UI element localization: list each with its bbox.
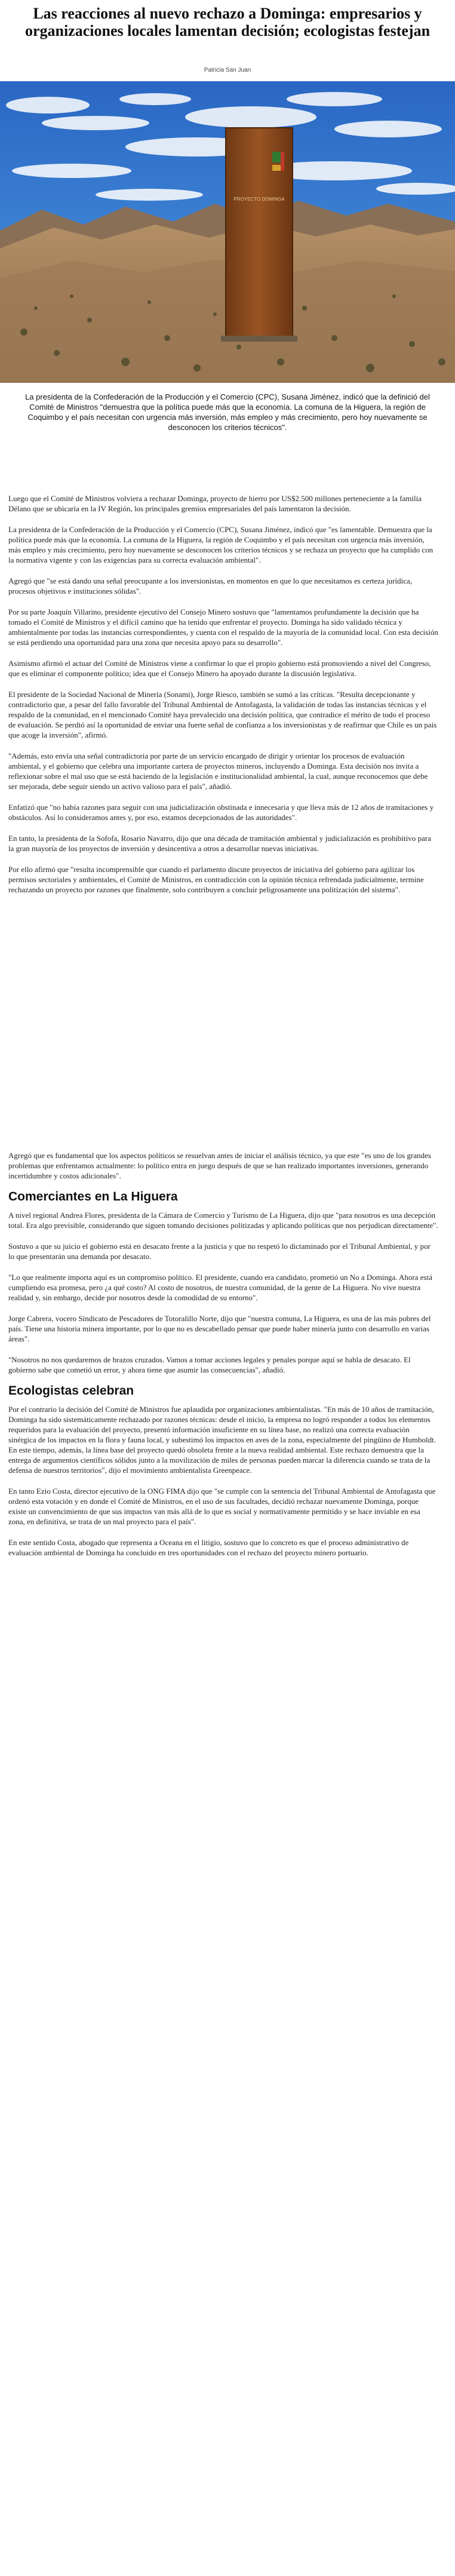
- paragraph: El presidente de la Sociedad Nacional de Minería (Sonami), Jorge Riesco, también se sumó a las críticas. "Resulta decepcionante y contradictorio que, a pesar del fallo favorable del Tribunal Ambiental de Antofagasta, la validación de todas las instancias técnicas y el respaldo de la comunidad, en el mencionado Comité haya prevalecido una decisión política, que contradice el mérito de todo el proceso de evaluación. Se perdió así la oportunidad de enviar una fuerte señal de confianza a los inversionistas y de reafirmar que Chile es un país que acoge la inversión", afirmó.: [8, 690, 437, 739]
- section-heading-la-higuera: Comerciantes en La Higuera: [8, 1190, 178, 1203]
- article-photo: [0, 81, 455, 383]
- dominga-sign-plaque: [221, 128, 297, 342]
- paragraph: Sostuvo a que su juicio el gobierno está en desacato frente a la justicia y que no respetó lo dictaminado por el Tribunal Ambiental, y por lo que presentarán una demanda por desacato.: [8, 1242, 431, 1261]
- paragraph: En tanto Ezio Costa, director ejecutivo de la ONG FIMA dijo que "se cumple con la sentencia del Tribunal Ambiental de Antofagasta que ordenó esta votación y en donde el Comité de Ministros, en el uso de sus facultades, decidió rechazar nuevamente Dominga, porque existe un convencimiento de que sus impactos van más allá de lo que es social y normativamente permitido y se hace inviable en esa zona, en definitiva, se trata de un mal proyecto para el país".: [8, 1487, 436, 1526]
- paragraph: En tanto, la presidenta de la Sofofa, Rosario Navarro, dijo que una década de tramitación ambiental y judicialización es prohibitivo para la gran mayoría de los proyectos de inversión y desincentiva a otros a desarrollar nuevas iniciativas.: [8, 834, 431, 853]
- paragraph: "Lo que realmente importa aquí es un compromiso político. El presidente, cuando era candidato, prometió un No a Dominga. Ahora está cumpliendo esa promesa, pero ¿a qué costo? Al costo de nosotros, de nuestra comunidad, de la gente de La Higuera. No vive nuestra realidad y, sin embargo, decide por nosotros desde la comodidad de su entorno".: [8, 1273, 432, 1302]
- article-author: Patricia San Juan: [204, 67, 251, 73]
- paragraph: Por su parte Joaquín Villarino, presidente ejecutivo del Consejo Minero sostuvo que "lamentamos profundamente la decisión que ha tomado el Comité de Ministros y el difícil camino que ha tenido que enfrentar el proyecto. Dominga ha sido validado técnica y ambientalmente por todas las instancias correspondientes, y cuenta con el respaldo de la mayoría de la comunidad local. Con esta decisión se está perdiendo una oportunidad para una zona que necesita apoyo para su desarrollo".: [8, 607, 438, 647]
- embed-blank-space: [8, 905, 438, 1150]
- article-title: Las reacciones al nuevo rechazo a Dominga: empresarios y organizaciones locales lamentan decisión; ecologistas festejan: [24, 5, 431, 39]
- section-heading-ecologistas: Ecologistas celebran: [8, 1384, 134, 1398]
- paragraph: En este sentido Costa, abogado que representa a Oceana en el litigio, sostuvo que lo concreto es que el proceso administrativo de evaluación ambiental de Dominga ha concluido en tres oportunidades con el rechazo del proyecto minero portuario.: [8, 1538, 409, 1557]
- paragraph: Por ello afirmó que "resulta incomprensible que cuando el parlamento discute proyectos de iniciativa del gobierno para agilizar los permisos sectoriales y ambientales, el Comité de Ministros, en contradicción con la opinión técnica refrendada judicialmente, termine rechazando un proyecto por razones que finalmente, solo contribuyen a concluir peligrosamente una politización del sistema".: [8, 865, 424, 894]
- article-body: [8, 493, 438, 1568]
- desert-landscape-image: [0, 81, 455, 383]
- paragraph: La presidenta de la Confederación de la Producción y el Comercio (CPC), Susana Jiménez, indicó que "es lamentable. Demuestra que la política puede más que la economía. La comuna de la Higuera, la región de Coquimbo y el país necesitan con urgencia más inversión, más empleo y más crecimiento, pero hoy nuevamente se desconocen los criterios técnicos y se rechaza un proyecto que ha cumplido con la normativa vigente y con las exigencias para su correcta evaluación ambiental".: [8, 525, 434, 564]
- paragraph: Asimismo afirmó el actuar del Comité de Ministros viene a confirmar lo que el propio gobierno está promoviendo a nivel del Congreso, que es eliminar el componente político; idea que el Consejo Minero ha apoyado durante la discusión legislativa.: [8, 659, 431, 678]
- sign-text: PROYECTO DOMINGA: [233, 196, 285, 202]
- paragraph: Enfatizó que "no había razones para seguir con una judicialización obstinada e innecesaria y que lleva más de 12 años de tramitaciones y obstáculos. Así lo consideramos antes y, por eso, estamos decepcionados de las autoridades".: [8, 803, 434, 822]
- photo-caption: La presidenta de la Confederación de la Producción y el Comercio (CPC), Susana Jiménez, indicó que la definició del Comité de Ministros "demuestra que la política puede más que la economía. La comuna de la Higuera, la región de Coquimbo y el país necesitan con urgencia más inversión, más empleo y más crecimiento, pero hoy nuevamente se desconocen los criterios técnicos".: [25, 392, 430, 432]
- paragraph: Por el contrario la decisión del Comité de Ministros fue aplaudida por organizaciones ambientalistas. "En más de 10 años de tramitación, Dominga ha sido sistemáticamente rechazado por razones técnicas: desde el inicio, la empresa no logró responder a todos los elementos requeridos para la evaluación del proyecto, presentó información insuficiente en su línea base, no realizó una correcta evaluación sinérgica de los impactos en la flora y fauna local, y subestimó los impactos en aves de la zona, especialmente del pingüino de Humboldt. En este tiempo, además, la línea base del proyecto quedó obsoleta frente a la nueva realidad ambiental. Este rechazo demuestra que la entrega de argumentos científicos sólidos junto a la movilización de miles de personas pueden marcar la diferencia cuando se trata de la defensa de nuestros territorios", dijo el movimiento ambientalista Greenpeace.: [8, 1405, 436, 1475]
- paragraph: Agregó que es fundamental que los aspectos políticos se resuelvan antes de iniciar el análisis técnico, ya que este "es uno de los grandes problemas que enfrentamos actualmente: lo político entra en juego después de que se han realizado importantes inversiones, generando incertidumbre y costos adicionales".: [8, 1151, 431, 1180]
- paragraph: "Además, esto envía una señal contradictoria por parte de un servicio encargado de dirigir y orientar los procesos de evaluación ambiental, y el gobierno que celebra una importante cartera de proyectos mineros, incluyendo a Dominga. Esta decisión nos invita a reflexionar sobre el mal uso que se está haciendo de la legislación e institucionalidad ambiental, la cual, aunque reconocemos que debe ser mejorada, debe seguir siendo un activo valioso para el país", añadió.: [8, 751, 428, 791]
- paragraph: Luego que el Comité de Ministros volviera a rechazar Dominga, proyecto de hierro por US$2.500 millones perteneciente a la familia Délano que se ubicaría en la IV Región, los principales gremios empresariales del país lamentaron la decisión.: [8, 494, 422, 513]
- paragraph: A nivel regional Andrea Flores, presidenta de la Cámara de Comercio y Turismo de La Higuera, dijo que "para nosotros es una decepción total. Era algo previsible, considerando que siguen tomando decisiones politizadas y aplicando políticas que nos perjudican directamente".: [8, 1211, 438, 1230]
- paragraph: Jorge Cabrera, vocero Sindicato de Pescadores de Totoralillo Norte, dijo que "nuestra comuna, La Higuera, es una de las más pobres del país. Tiene una historia minera importante, por lo que no es descabellado pensar que puede haber minería junto con desarrollo en varias áreas".: [8, 1314, 431, 1343]
- paragraph: Agregó que "se está dando una señal preocupante a los inversionistas, en momentos en que lo que necesitamos es certeza jurídica, procesos objetivos e instituciones sólidas".: [8, 576, 413, 595]
- paragraph: "Nosotros no nos quedaremos de brazos cruzados. Vamos a tomar acciones legales y penales porque aquí se habla de desacato. El gobierno sabe que cometió un error, y ahora tiene que asumir las consecuencias", añadió.: [8, 1355, 411, 1374]
